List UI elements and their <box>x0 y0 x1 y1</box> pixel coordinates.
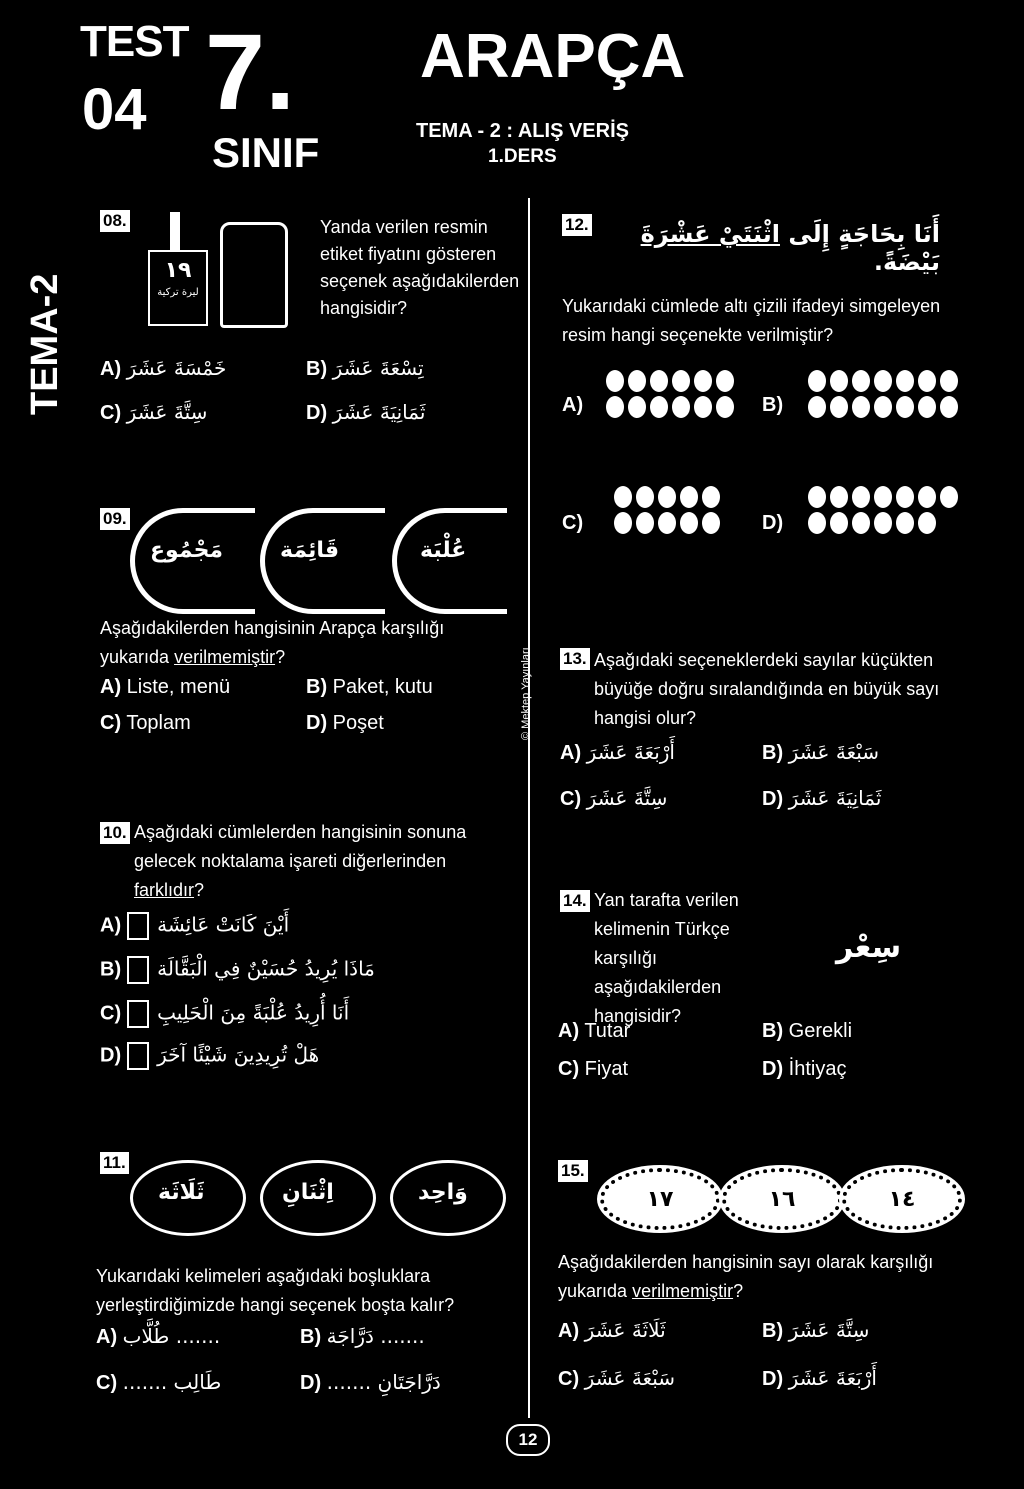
answer-box <box>127 1000 149 1028</box>
q13-option-a[interactable]: A) أَرْبَعَةَ عَشَرَ <box>560 740 675 764</box>
egg-icon <box>830 396 848 418</box>
answer-box <box>127 912 149 940</box>
egg-icon <box>672 396 690 418</box>
egg-icon <box>694 370 712 392</box>
q08-option-a[interactable]: A) خَمْسَةَ عَشَرَ <box>100 356 227 380</box>
egg-icon <box>874 396 892 418</box>
q09-option-c[interactable]: C) Toplam <box>100 712 191 734</box>
q15-coin-3: ١٤ <box>842 1168 962 1230</box>
q08-text: Yanda verilen resmin etiket fiyatını gösteren seçenek aşağıdakilerden hangisidir? <box>320 217 520 318</box>
q09-word-crescents <box>130 508 510 608</box>
q11-option-b[interactable]: B) ....... دَرَّاجَة <box>300 1324 425 1348</box>
egg-icon <box>606 370 624 392</box>
q12-option-c[interactable]: C) <box>562 512 584 534</box>
egg-icon <box>636 486 654 508</box>
egg-icon <box>852 396 870 418</box>
subject-title: ARAPÇA <box>420 22 686 91</box>
q11-word-3: وَاحِد <box>418 1180 468 1205</box>
test-label: TEST <box>80 17 189 66</box>
q11-option-a[interactable]: A) ....... طُلَّاب <box>96 1324 221 1348</box>
q11-option-c[interactable]: C) طَالِب ....... <box>96 1370 222 1394</box>
egg-icon <box>636 512 654 534</box>
test-number: 04 <box>82 77 147 142</box>
egg-icon <box>672 370 690 392</box>
q10-text: Aşağıdaki cümlelerden hangisinin sonuna gelecek noktalama işareti diğerlerinden farklıdır? <box>134 822 467 900</box>
egg-icon <box>918 370 936 392</box>
egg-icon <box>680 486 698 508</box>
egg-icon <box>940 396 958 418</box>
egg-icon <box>716 396 734 418</box>
egg-icon <box>830 370 848 392</box>
q10-option-d[interactable]: D) هَلْ تُرِيدِينَ شَيْئًا آخَرَ <box>100 1042 319 1070</box>
egg-icon <box>614 512 632 534</box>
egg-icon <box>808 512 826 534</box>
q10-option-a[interactable]: A) أَيْنَ كَانَتْ عَائِشَة <box>100 912 289 940</box>
q14-option-c[interactable]: C) Fiyat <box>558 1058 629 1080</box>
egg-icon <box>940 370 958 392</box>
egg-icon <box>628 370 646 392</box>
q15-text: Aşağıdakilerden hangisinin sayı olarak karşılığı yukarıda verilmemiştir? <box>558 1252 934 1301</box>
question-number-13: 13. <box>560 648 590 670</box>
product-jar-icon <box>220 222 288 328</box>
egg-icon <box>680 512 698 534</box>
q09-option-b[interactable]: B) Paket, kutu <box>306 676 433 698</box>
egg-icon <box>808 396 826 418</box>
q12-sentence: أَنَا بِحَاجَةٍ إِلَى اثْنَتَيْ عَشْرَةَ بَيْضَةً. <box>640 220 940 276</box>
column-divider <box>528 198 530 1418</box>
q09-word-1: عُلْبَة <box>420 538 467 563</box>
question-number-09: 09. <box>100 508 130 530</box>
question-number-11: 11. <box>100 1152 129 1174</box>
egg-icon <box>830 512 848 534</box>
q11-word-bubbles <box>130 1160 510 1240</box>
egg-icon <box>830 486 848 508</box>
q09-word-3: مَجْمُوع <box>150 538 224 563</box>
q08-option-c[interactable]: C) سِتَّةَ عَشَرَ <box>100 400 208 424</box>
q12-eggs-a <box>604 370 754 422</box>
egg-icon <box>658 512 676 534</box>
q10-option-b[interactable]: B) مَاذَا يُرِيدُ حُسَيْنٌ فِي الْبَقَّالَة <box>100 956 375 984</box>
question-number-08: 08. <box>100 210 130 232</box>
egg-icon <box>852 512 870 534</box>
egg-icon <box>650 396 668 418</box>
egg-icon <box>808 486 826 508</box>
price-tag-image <box>140 212 290 332</box>
q13-text: Aşağıdaki seçeneklerdeki sayılar küçükten büyüğe doğru sıralandığında en büyük sayı hangisi olur? <box>594 650 940 728</box>
grade-label: SINIF <box>212 129 320 176</box>
egg-icon <box>606 396 624 418</box>
lesson-label: 1.DERS <box>488 146 557 167</box>
q12-eggs-d <box>806 486 966 538</box>
egg-icon <box>702 512 720 534</box>
question-number-14: 14. <box>560 890 590 912</box>
egg-icon <box>694 396 712 418</box>
q14-option-b[interactable]: B) Gerekli <box>762 1020 853 1042</box>
egg-icon <box>896 486 914 508</box>
question-number-10: 10. <box>100 822 130 844</box>
egg-icon <box>874 512 892 534</box>
q10-option-c[interactable]: C) أَنَا أُرِيدُ عُلْبَةً مِنَ الْحَلِيبِ <box>100 1000 349 1028</box>
q12-text: Yukarıdaki cümlede altı çizili ifadeyi simgeleyen resim hangi seçenekte verilmiştir? <box>562 296 941 345</box>
egg-icon <box>918 486 936 508</box>
q11-option-d[interactable]: D) دَرَّاجَتَانِ ....... <box>300 1370 441 1394</box>
q12-option-b[interactable]: B) <box>762 394 784 416</box>
q15-coin-2: ١٦ <box>722 1168 842 1230</box>
egg-icon <box>852 486 870 508</box>
q09-option-a[interactable]: A) Liste, menü <box>100 676 231 698</box>
q12-option-d[interactable]: D) <box>762 512 784 534</box>
page-number: 12 <box>506 1424 550 1456</box>
egg-icon <box>918 512 936 534</box>
q08-option-d[interactable]: D) ثَمَانِيَةَ عَشَرَ <box>306 400 426 424</box>
egg-icon <box>650 370 668 392</box>
egg-icon <box>658 486 676 508</box>
q12-eggs-b <box>806 370 961 422</box>
q15-coin-1: ١٧ <box>600 1168 720 1230</box>
egg-icon <box>874 370 892 392</box>
q15-option-c[interactable]: C) سَبْعَةَ عَشَرَ <box>558 1366 676 1390</box>
egg-icon <box>896 396 914 418</box>
egg-icon <box>614 486 632 508</box>
egg-icon <box>628 396 646 418</box>
q11-word-1: ثَلَاثَة <box>158 1180 205 1205</box>
price-tag-number: ١٩ <box>164 258 192 283</box>
q11-word-2: اِثْنَانِ <box>282 1180 334 1205</box>
question-number-15: 15. <box>558 1160 588 1182</box>
publisher-credit: © Mektep Yayınları <box>520 647 532 740</box>
q09-word-2: قَائِمَة <box>280 538 340 563</box>
grade-number: 7. <box>205 11 296 132</box>
q09-option-d[interactable]: D) Poşet <box>306 712 384 734</box>
q12-option-a[interactable]: A) <box>562 394 584 416</box>
price-tag-word: ليرة تركية <box>157 287 199 298</box>
egg-icon <box>940 486 958 508</box>
answer-box <box>127 956 149 984</box>
egg-icon <box>702 486 720 508</box>
q13-option-c[interactable]: C) سِتَّةَ عَشَرَ <box>560 786 668 810</box>
q09-text: Aşağıdakilerden hangisinin Arapça karşılığı yukarıda verilmemiştir? <box>100 618 445 667</box>
q12-eggs-c <box>612 486 742 538</box>
answer-box <box>127 1042 149 1070</box>
question-number-12: 12. <box>562 214 592 236</box>
q15-option-a[interactable]: A) ثَلَاثَةَ عَشَرَ <box>558 1318 666 1342</box>
q14-option-a[interactable]: A) Tutar <box>558 1020 631 1042</box>
egg-icon <box>808 370 826 392</box>
q15-option-d[interactable]: D) أَرْبَعَةَ عَشَرَ <box>762 1366 877 1390</box>
q13-option-d[interactable]: D) ثَمَانِيَةَ عَشَرَ <box>762 786 882 810</box>
egg-icon <box>918 396 936 418</box>
q15-option-b[interactable]: B) سِتَّةَ عَشَرَ <box>762 1318 870 1342</box>
egg-icon <box>716 370 734 392</box>
q14-text: Yan tarafta verilen kelimenin Türkçe karşılığı aşağıdakilerden hangisidir? <box>594 890 739 1026</box>
egg-icon <box>896 370 914 392</box>
egg-icon <box>852 370 870 392</box>
q13-option-b[interactable]: B) سَبْعَةَ عَشَرَ <box>762 740 880 764</box>
side-theme-label: TEMA-2 <box>24 273 66 415</box>
egg-icon <box>874 486 892 508</box>
q11-text: Yukarıdaki kelimeleri aşağıdaki boşluklara yerleştirdiğimizde hangi seçenek boşta kalır? <box>96 1266 455 1315</box>
q08-option-b[interactable]: B) تِسْعَةَ عَشَرَ <box>306 356 424 380</box>
theme-title: TEMA - 2 : ALIŞ VERİŞ <box>416 120 629 142</box>
egg-icon <box>896 512 914 534</box>
q14-option-d[interactable]: D) İhtiyaç <box>762 1058 847 1080</box>
q14-word: سِعْر <box>836 930 902 965</box>
